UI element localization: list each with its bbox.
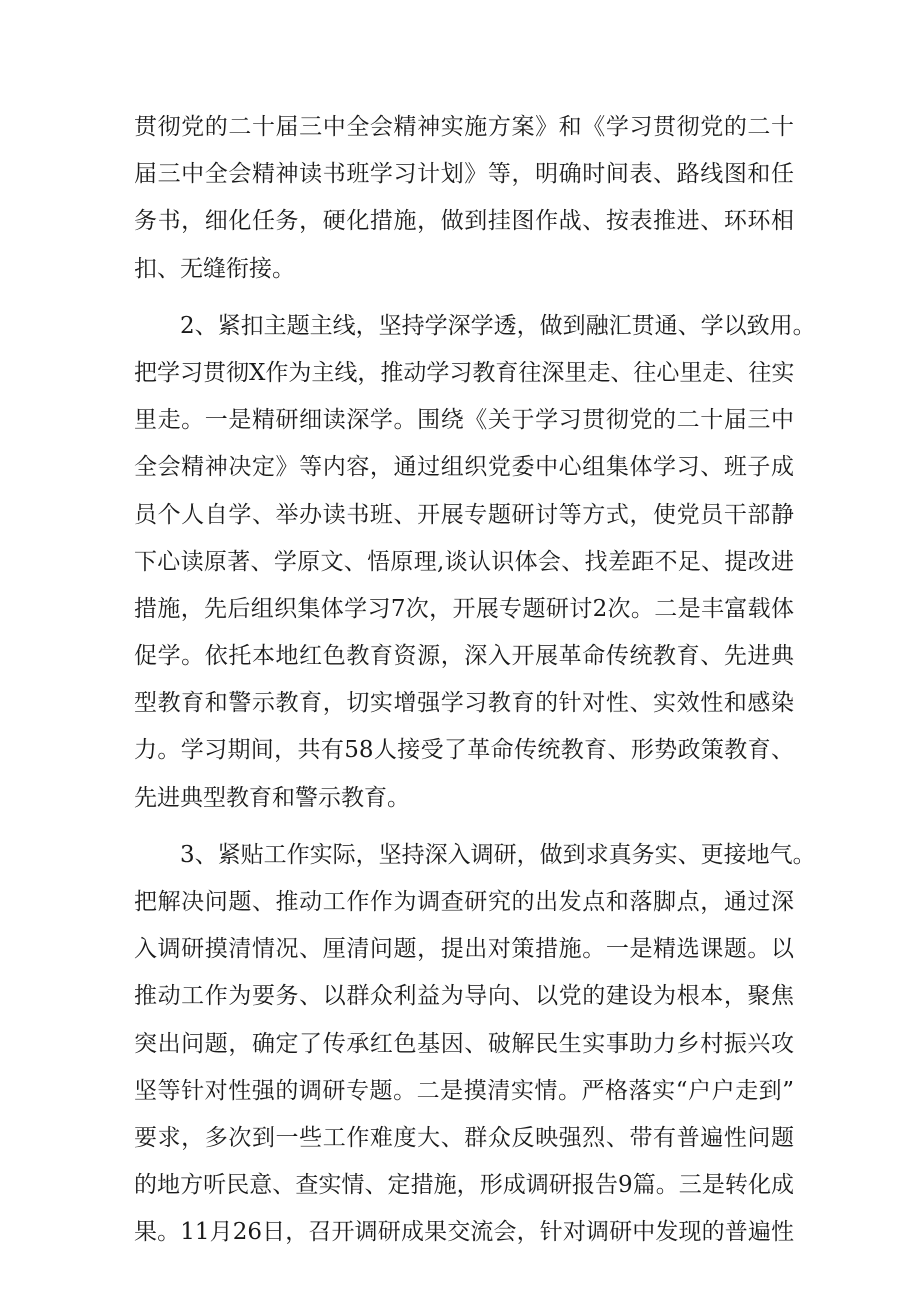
paragraph-3 xyxy=(134,832,816,1257)
text-line: 先进典型教育和警示教育。 xyxy=(134,784,410,811)
text-line: 果。11月26日，召开调研成果交流会，针对调研中发现的普遍性 xyxy=(134,1219,794,1246)
paragraph-heading-line: 3、紧贴工作实际，坚持深入调研，做到求真务实、更接地气。 xyxy=(180,841,816,868)
text-line: 推动工作为要务、以群众利益为导向、以党的建设为根本，聚焦 xyxy=(134,983,794,1010)
paragraph-spacer xyxy=(134,822,794,832)
text-line: 入调研摸清情况、厘清问题，提出对策措施。一是精选课题。以 xyxy=(134,936,794,963)
text-line: 贯彻党的二十届三中全会精神实施方案》和《学习贯彻党的二十 xyxy=(134,114,794,140)
text-line: 的地方听民意、查实情、定措施，形成调研报告9篇。三是转化成 xyxy=(134,1172,794,1199)
text-line: 把解决问题、推动工作作为调查研究的出发点和落脚点，通过深 xyxy=(134,889,794,915)
text-line: 务书，细化任务，硬化措施，做到挂图作战、按表推进、环环相 xyxy=(134,208,794,235)
text-line: 促学。依托本地红色教育资源，深入开展革命传统教育、先进典 xyxy=(134,643,794,670)
paragraph-2 xyxy=(134,303,816,822)
text-line: 员个人自学、举办读书班、开展专题研讨等方式，使党员干部静 xyxy=(134,501,794,528)
text-line: 届三中全会精神读书班学习计划》等，明确时间表、路线图和任 xyxy=(134,161,794,188)
document-body xyxy=(134,104,816,1257)
text-line: 把学习贯彻X作为主线，推动学习教育往深里走、往心里走、往实 xyxy=(134,359,795,386)
text-line: 下心读原著、学原文、悟原理,谈认识体会、找差距不足、提改进 xyxy=(134,548,794,575)
text-line: 措施，先后组织集体学习7次，开展专题研讨2次。二是丰富载体 xyxy=(134,595,794,622)
paragraph-heading-line: 2、紧扣主题主线，坚持学深学透，做到融汇贯通、学以致用。 xyxy=(180,312,816,339)
text-line: 要求，多次到一些工作难度大、群众反映强烈、带有普遍性问题 xyxy=(134,1124,794,1151)
text-line: 扣、无缝衔接。 xyxy=(134,255,295,282)
text-line: 型教育和警示教育，切实增强学习教育的针对性、实效性和感染 xyxy=(134,690,794,717)
paragraph-spacer xyxy=(134,293,794,303)
paragraph-1 xyxy=(134,104,794,293)
text-line: 突出问题，确定了传承红色基因、破解民生实事助力乡村振兴攻 xyxy=(134,1030,794,1057)
text-line: 坚等针对性强的调研专题。二是摸清实情。严格落实“户户走到” xyxy=(134,1077,794,1104)
text-line: 全会精神决定》等内容，通过组织党委中心组集体学习、班子成 xyxy=(134,454,794,481)
text-line: 里走。一是精研细读深学。围绕《关于学习贯彻党的二十届三中 xyxy=(134,407,794,434)
text-line: 力。学习期间，共有58人接受了革命传统教育、形势政策教育、 xyxy=(134,737,794,764)
